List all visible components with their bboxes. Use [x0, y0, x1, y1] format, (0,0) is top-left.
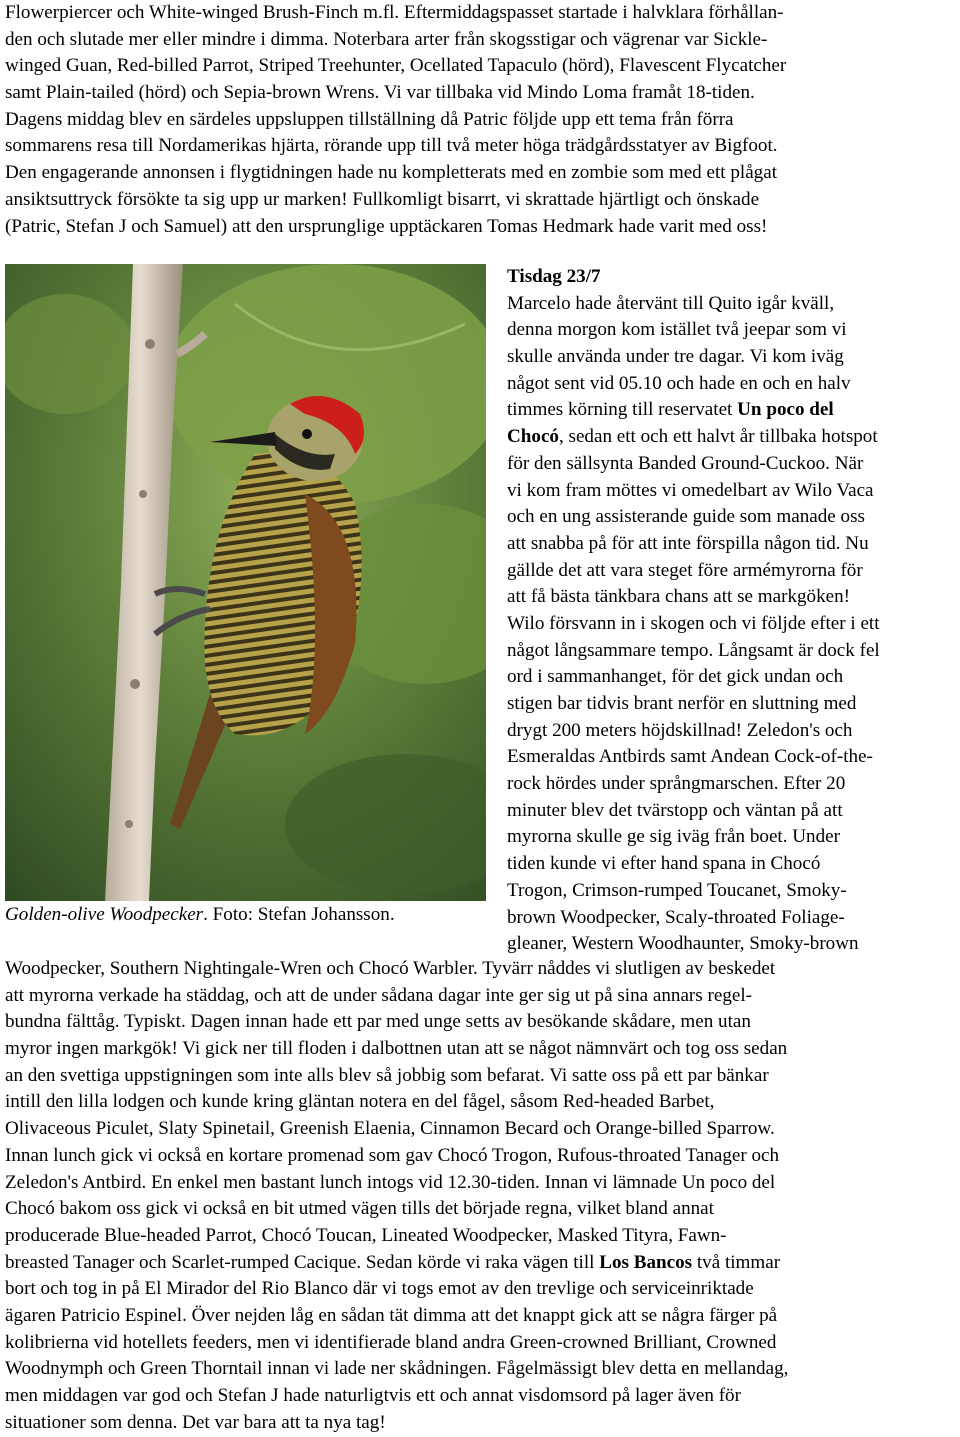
- text-line: skulle använda under tre dagar. Vi kom iväg: [507, 346, 844, 368]
- text-line: Chocó bakom oss gick vi också en bit utmed vägen tills det började regna, vilket bland annat: [5, 1198, 714, 1220]
- text-line: för den sällsynta Banded Ground-Cuckoo. När: [507, 452, 864, 474]
- text-line: Den engagerande annonsen i flygtidningen hade nu kompletterats med en zombie som med ett plågat: [5, 162, 778, 184]
- text-line: vi kom fram möttes vi omedelbart av Wilo Vaca: [507, 479, 874, 501]
- text-line: samt Plain-tailed (hörd) och Sepia-brown Wrens. Vi var tillbaka vid Mindo Loma framåt 18-tiden.: [5, 82, 755, 104]
- text-line: an den svettiga uppstigningen som inte alls blev så jobbig som befarat. Vi satte oss på ett par bänkar: [5, 1064, 769, 1086]
- text-line: brown Woodpecker, Scaly-throated Foliage-: [507, 906, 845, 928]
- text-line: situationer som denna. Det var bara att ta nya tag!: [5, 1411, 386, 1433]
- text-line: breasted Tanager och Scarlet-rumped Cacique. Sedan körde vi raka vägen till Los Bancos två timmar: [5, 1251, 781, 1273]
- text-line: myrorna skulle ge sig iväg från boet. Under: [507, 826, 840, 848]
- text-line: och en ung assisterande guide som manade oss: [507, 506, 865, 528]
- text-line: Chocó, sedan ett och ett halvt år tillbaka hotspot: [507, 426, 878, 448]
- text-line: rock hördes under språngmarschen. Efter 20: [507, 773, 846, 795]
- text-line: stigen bar tidvis brant nerför en sluttning med: [507, 693, 857, 714]
- figure: [5, 264, 491, 932]
- text-line: Zeledon's Antbird. En enkel men bastant lunch intogs vid 12.30-tiden. Innan vi lämnade Un poco del: [5, 1171, 776, 1193]
- text-line: (Patric, Stefan J och Samuel) att den ursprunglige upptäckaren Tomas Hedmark hade varit med oss!: [5, 215, 768, 237]
- text-line: sommarens resa till Nordamerikas hjärta, rörande upp till två meter höga trädgårdsstatyer av Bigfoot.: [5, 135, 778, 157]
- day-heading: Tisdag 23/7: [507, 266, 601, 287]
- text-line: Flowerpiercer och White-winged Brush-Finch m.fl. Eftermiddagspasset startade i halvklara förhållan-: [5, 2, 784, 23]
- text-line: att få bästa tänkbara chans att se markgöken!: [507, 586, 851, 608]
- text-line: Wilo försvann in i skogen och vi följde efter i ett: [507, 612, 880, 634]
- text-line: kolibrierna vid hotellets feeders, men vi identifierade bland andra Green-crowned Brilliant, Crowned: [5, 1331, 777, 1353]
- text-line: men middagen var god och Stefan J hade naturligtvis ett och annat visdomsord på lager även för: [5, 1385, 741, 1406]
- intro-paragraph: [5, 0, 957, 240]
- caption-species: Golden-olive Woodpecker: [5, 904, 204, 925]
- text-line: Esmeraldas Antbirds samt Andean Cock-of-the-: [507, 746, 873, 768]
- text-line: att myrorna verkade ha städdag, och att de under sådana dagar inte ger sig ut på sina annars regel-: [5, 984, 753, 1006]
- text-line: den och slutade mer eller mindre i dimma. Noterbara arter från skogsstigar och vägrenar var Sickle-: [5, 28, 768, 50]
- text-line: timmes körning till reservatet Un poco del: [507, 399, 834, 421]
- text-line: denna morgon kom istället två jeepar som vi: [507, 319, 847, 341]
- text-line: Woodpecker, Southern Nightingale-Wren och Chocó Warbler. Tyvärr nåddes vi slutligen av beskedet: [5, 958, 776, 979]
- text-line: winged Guan, Red-billed Parrot, Striped Treehunter, Ocellated Tapaculo (hörd), Flavescent Flycatcher: [5, 55, 787, 77]
- text-line: Woodnymph och Green Thorntail innan vi lade ner skådningen. Fågelmässigt blev detta en mellandag,: [5, 1358, 789, 1380]
- text-line: ägaren Patricio Espinel. Över nejden låg en sådan tät dimma att det knappt gick att se några färger på: [5, 1304, 778, 1326]
- woodpecker-photo: [5, 264, 486, 901]
- text-line: tiden kunde vi efter hand spana in Chocó: [507, 853, 821, 875]
- text-line: något sent vid 05.10 och hade en och en halv: [507, 372, 851, 394]
- text-line: producerade Blue-headed Parrot, Chocó Toucan, Lineated Woodpecker, Masked Tityra, Fawn-: [5, 1224, 727, 1246]
- text-line: gällde det att vara steget före armémyrorna för: [507, 559, 863, 581]
- text-line: att snabba på för att inte förspilla någon tid. Nu: [507, 532, 869, 554]
- text-line: Marcelo hade återvänt till Quito igår kväll,: [507, 292, 835, 314]
- text-line: myror ingen markgök! Vi gick ner till floden i dalbottnen utan att se något nämnvärt och tog oss sedan: [5, 1038, 788, 1060]
- text-line: drygt 200 meters höjdskillnad! Zeledon's och: [507, 719, 853, 741]
- text-line: ansiktsuttryck försökte ta sig upp ur marken! Fullkomligt bisarrt, vi skrattade hjärtligt och önskade: [5, 188, 760, 210]
- text-line: bundna fälttåg. Typiskt. Dagen innan hade ett par med unge setts av besökande skådare, men utan: [5, 1011, 751, 1033]
- text-line: Innan lunch gick vi också en kortare promenad som gav Chocó Trogon, Rufous-throated Tanager och: [5, 1144, 780, 1166]
- place-name: Los Bancos: [599, 1251, 693, 1273]
- text-line: intill den lilla lodgen och kunde kring gläntan notera en del fågel, såsom Red-headed Barbet,: [5, 1091, 715, 1113]
- text-line: gleaner, Western Woodhaunter, Smoky-brown: [507, 933, 859, 955]
- text-line: ord i sammanhanget, för det gick undan och: [507, 666, 844, 688]
- reserve-name: Un poco del: [737, 399, 834, 421]
- text-line: Dagens middag blev en särdeles uppsluppen tillställning då Patric följde upp ett tema från förra: [5, 108, 734, 130]
- reserve-name: Chocó: [507, 426, 559, 448]
- photo-caption: [5, 902, 395, 929]
- text-line: minuter blev det tvärstopp och väntan på att: [507, 799, 843, 821]
- caption-credit: . Foto: Stefan Johansson.: [203, 904, 395, 925]
- text-line: Olivaceous Piculet, Slaty Spinetail, Greenish Elaenia, Cinnamon Becard och Orange-billed Sparrow.: [5, 1118, 775, 1140]
- text-line: något långsammare tempo. Långsamt är dock fel: [507, 639, 880, 661]
- text-line: bort och tog in på El Mirador del Rio Blanco där vi togs emot av den trevlige och serviceinriktade: [5, 1278, 754, 1300]
- bottom-paragraph: [5, 956, 957, 1436]
- text-line: Trogon, Crimson-rumped Toucanet, Smoky-: [507, 879, 847, 901]
- side-column: [507, 264, 960, 958]
